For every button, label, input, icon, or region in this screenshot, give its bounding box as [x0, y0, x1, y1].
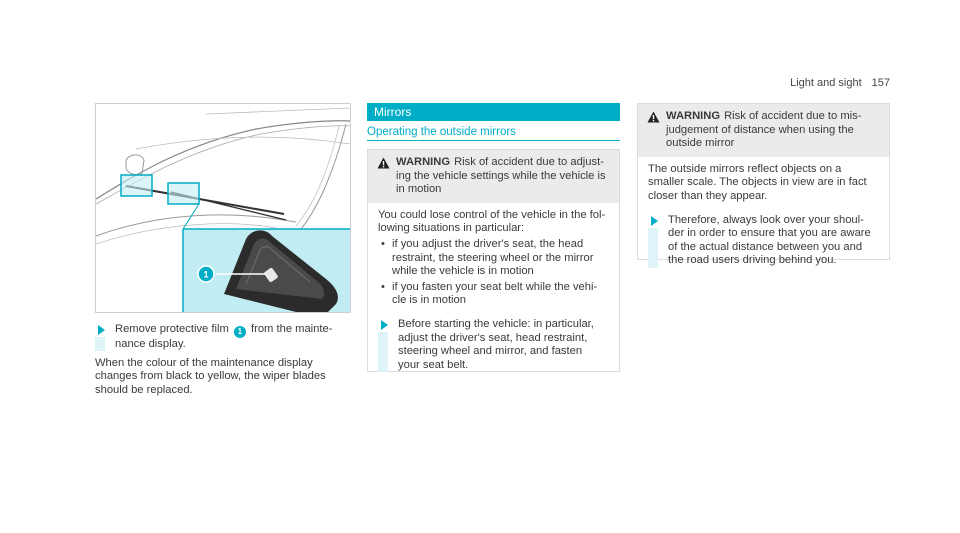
warning-heading-line: judgement of distance when using the [666, 123, 854, 136]
section-title-bar: Mirrors [367, 103, 620, 121]
list-item [378, 238, 611, 279]
instruction-step [95, 323, 351, 352]
windscreen-wiper-drawing [96, 104, 350, 312]
list-item-line: while the vehicle is in motion [392, 265, 534, 278]
note-line: should be replaced. [95, 383, 193, 396]
step-text-cont: from the mainte- [251, 323, 333, 335]
instruction-step [378, 318, 611, 372]
warning-body-line: smaller scale. The objects in view are in fact [648, 176, 867, 189]
warning-box-mirror-distance [637, 103, 890, 267]
step-bar [648, 228, 658, 268]
callout-1-icon: 1 [234, 326, 246, 338]
warning-intro-line: You could lose control of the vehicle in the fol- [378, 208, 606, 221]
step-text-line2: nance display. [115, 338, 186, 350]
warning-triangle-icon [647, 111, 660, 123]
column-1 [95, 323, 351, 397]
warning-heading: Risk of accident due to adjust- [454, 156, 604, 168]
step-line: adjust the driver's seat, head restraint, [398, 331, 588, 344]
step-bar [95, 337, 105, 351]
highlight-box-right [168, 183, 199, 204]
warning-label: WARNING [396, 156, 451, 168]
header-title: Light and sight [790, 77, 862, 89]
step-line: your seat belt. [398, 358, 469, 371]
step-line: of the actual distance between you and [668, 240, 863, 253]
warning-header [638, 104, 889, 157]
step-arrow-icon [651, 216, 658, 226]
warning-intro-line: lowing situations in particular: [378, 222, 525, 235]
note-line: changes from black to yellow, the wiper blades [95, 370, 326, 383]
list-item-line: restraint, the steering wheel or the mirror [392, 251, 594, 264]
warning-box-adjusting [367, 149, 620, 372]
replacement-note [95, 357, 351, 398]
list-item [378, 281, 611, 308]
warning-body [368, 203, 619, 381]
warning-label: WARNING [666, 110, 721, 122]
list-item-line: • if you fasten your seat belt while the vehi- [392, 280, 598, 293]
step-line: the road users driving behind you. [668, 254, 837, 267]
list-item-line: • if you adjust the driver's seat, the head [392, 237, 584, 250]
warning-heading-line: outside mirror [666, 137, 735, 150]
warning-heading: Risk of accident due to mis- [724, 110, 862, 122]
step-text: Remove protective film [115, 323, 229, 335]
warning-triangle-icon [377, 157, 390, 169]
warning-heading-line: ing the vehicle settings while the vehicle is [396, 169, 606, 182]
section-subtitle: Operating the outside mirrors [367, 126, 620, 141]
note-line: When the colour of the maintenance display [95, 356, 313, 369]
warning-header [368, 150, 619, 203]
warning-body-line: The outside mirrors reflect objects on a [648, 162, 842, 175]
instruction-step [648, 214, 881, 268]
step-line: steering wheel and mirror, and fasten [398, 345, 583, 358]
step-line: der in order to ensure that you are aware [668, 227, 871, 240]
page-header [790, 77, 890, 89]
warning-body-line: closer than they appear. [648, 189, 768, 202]
step-line: Therefore, always look over your shoul- [668, 213, 864, 226]
warning-body [638, 157, 889, 276]
step-arrow-icon [98, 325, 105, 335]
figure-callout-label: 1 [203, 269, 209, 280]
highlight-box-left [121, 175, 152, 196]
warning-heading-line: in motion [396, 183, 442, 196]
page-number: 157 [871, 77, 890, 89]
step-bar [378, 332, 388, 372]
list-item-line: cle is in motion [392, 294, 466, 307]
wiper-illustration [95, 103, 351, 313]
step-arrow-icon [381, 320, 388, 330]
step-line: Before starting the vehicle: in particular, [398, 317, 594, 330]
